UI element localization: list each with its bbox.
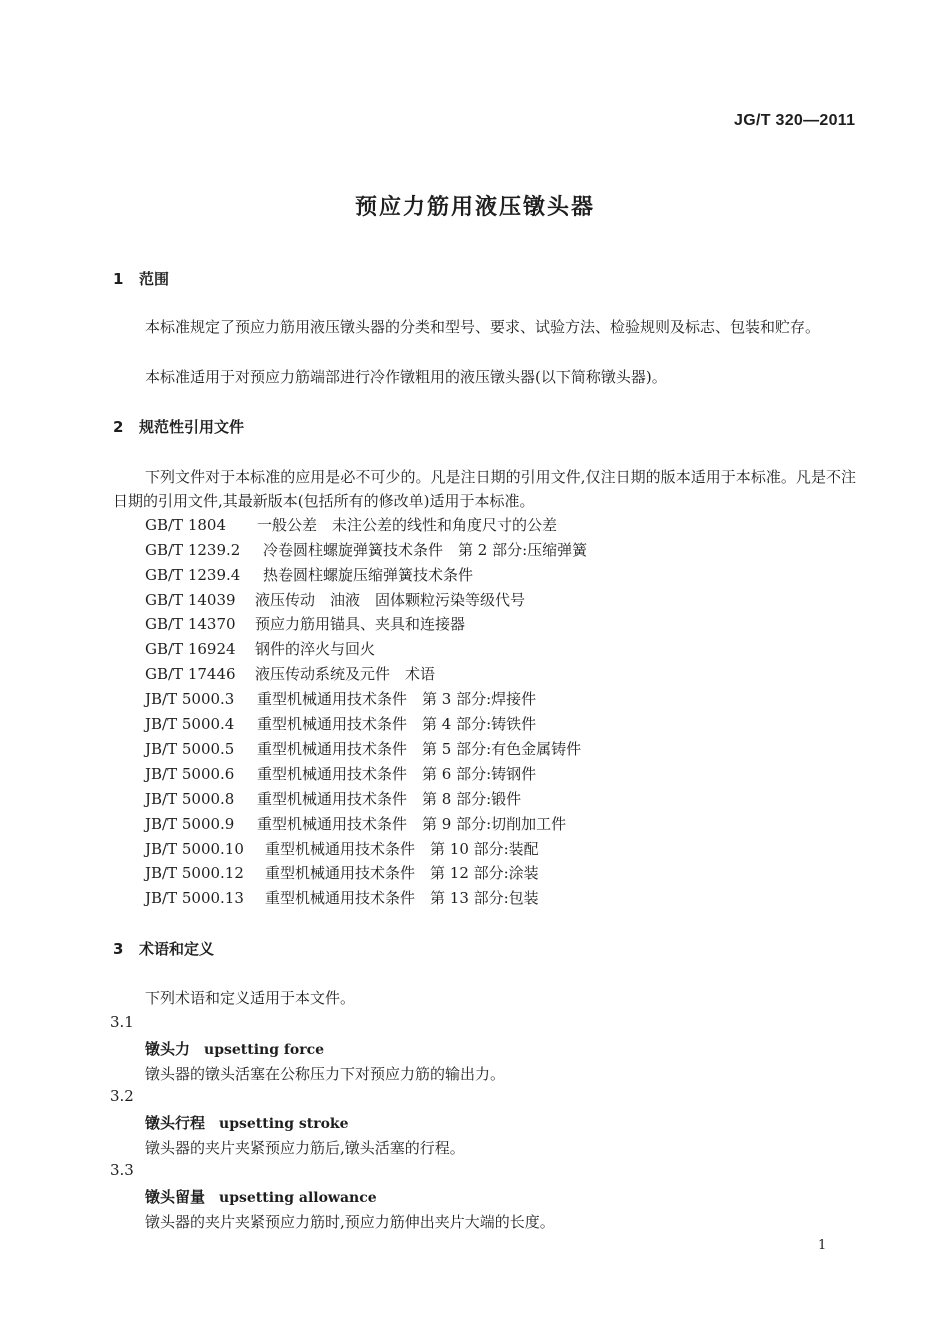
reference-title: 热卷圆柱螺旋压缩弹簧技术条件 <box>263 566 474 584</box>
reference-item <box>145 687 536 711</box>
reference-code: GB/T 1239.4 <box>145 566 241 584</box>
reference-item <box>145 662 435 686</box>
document-title: 预应力筋用液压镦头器 <box>354 195 595 220</box>
reference-title: 冷卷圆柱螺旋弹簧技术条件 第 2 部分:压缩弹簧 <box>263 541 588 559</box>
reference-code: JB/T 5000.6 <box>145 765 235 783</box>
standard-code: JG/T 320—2011 <box>734 112 856 129</box>
reference-code: JB/T 5000.4 <box>145 715 235 733</box>
term-number: 3.2 <box>110 1087 134 1105</box>
section-number: 1 <box>113 270 124 288</box>
section-2-intro: 下列文件对于本标准的应用是必不可少的。凡是注日期的引用文件,仅注日期的版本适用于本标准。凡是不注日期的引用文件,其最新版本(包括所有的修改单)适用于本标准。 <box>113 468 856 510</box>
term-definition: 镦头器的镦头活塞在公称压力下对预应力筋的输出力。 <box>145 1065 506 1083</box>
section-1-paragraph-2: 本标准适用于对预应力筋端部进行冷作镦粗用的液压镦头器(以下简称镦头器)。 <box>145 368 667 386</box>
reference-code: GB/T 1804 <box>145 516 227 534</box>
reference-item <box>145 886 539 910</box>
reference-title: 重型机械通用技术条件 第 8 部分:锻件 <box>257 790 522 808</box>
term-definition: 镦头器的夹片夹紧预应力筋后,镦头活塞的行程。 <box>145 1139 465 1157</box>
term-en: upsetting force <box>204 1042 325 1058</box>
reference-code: JB/T 5000.12 <box>145 864 244 882</box>
section-number: 2 <box>113 418 124 436</box>
reference-code: GB/T 1239.2 <box>145 541 241 559</box>
reference-item <box>145 762 536 786</box>
section-2-heading <box>113 416 244 437</box>
term-heading <box>145 1112 349 1133</box>
reference-title: 液压传动 油液 固体颗粒污染等级代号 <box>255 591 526 609</box>
reference-code: GB/T 17446 <box>145 665 236 683</box>
section-number: 3 <box>113 940 124 958</box>
reference-item <box>145 612 465 636</box>
reference-title: 重型机械通用技术条件 第 13 部分:包装 <box>265 889 539 907</box>
reference-code: JB/T 5000.10 <box>145 840 244 858</box>
reference-item <box>145 588 525 612</box>
reference-item <box>145 861 539 885</box>
reference-title: 钢件的淬火与回火 <box>255 640 376 658</box>
section-3-heading <box>113 938 214 959</box>
term-cn: 镦头留量 <box>145 1188 206 1206</box>
section-title: 规范性引用文件 <box>139 418 245 436</box>
reference-title: 重型机械通用技术条件 第 6 部分:铸钢件 <box>257 765 537 783</box>
reference-code: JB/T 5000.9 <box>145 815 235 833</box>
section-1-paragraph-1: 本标准规定了预应力筋用液压镦头器的分类和型号、要求、试验方法、检验规则及标志、包装和贮存。 <box>145 318 821 336</box>
section-3-intro: 下列术语和定义适用于本文件。 <box>145 989 356 1007</box>
reference-item <box>145 538 587 562</box>
term-en: upsetting stroke <box>219 1116 349 1132</box>
reference-item <box>145 812 566 836</box>
reference-item <box>145 513 557 537</box>
term-definition: 镦头器的夹片夹紧预应力筋时,预应力筋伸出夹片大端的长度。 <box>145 1213 555 1231</box>
reference-title: 重型机械通用技术条件 第 3 部分:焊接件 <box>257 690 537 708</box>
reference-code: GB/T 14039 <box>145 591 236 609</box>
term-en: upsetting allowance <box>219 1190 377 1206</box>
reference-title: 重型机械通用技术条件 第 9 部分:切削加工件 <box>257 815 567 833</box>
reference-code: JB/T 5000.8 <box>145 790 235 808</box>
section-1-heading <box>113 268 169 289</box>
reference-item <box>145 787 521 811</box>
reference-title: 预应力筋用锚具、夹具和连接器 <box>255 615 466 633</box>
reference-title: 重型机械通用技术条件 第 5 部分:有色金属铸件 <box>257 740 582 758</box>
term-cn: 镦头力 <box>145 1040 191 1058</box>
section-title: 术语和定义 <box>139 940 215 958</box>
reference-title: 重型机械通用技术条件 第 12 部分:涂装 <box>265 864 539 882</box>
reference-title: 一般公差 未注公差的线性和角度尺寸的公差 <box>257 516 558 534</box>
term-heading <box>145 1186 377 1207</box>
term-cn: 镦头行程 <box>145 1114 206 1132</box>
reference-code: JB/T 5000.13 <box>145 889 244 907</box>
reference-item <box>145 712 536 736</box>
reference-code: JB/T 5000.3 <box>145 690 235 708</box>
reference-title: 重型机械通用技术条件 第 4 部分:铸铁件 <box>257 715 537 733</box>
page-number: 1 <box>818 1238 827 1253</box>
reference-code: GB/T 16924 <box>145 640 236 658</box>
reference-code: JB/T 5000.5 <box>145 740 235 758</box>
reference-item <box>145 837 539 861</box>
reference-item <box>145 563 473 587</box>
reference-item <box>145 737 581 761</box>
reference-title: 液压传动系统及元件 术语 <box>255 665 436 683</box>
reference-title: 重型机械通用技术条件 第 10 部分:装配 <box>265 840 539 858</box>
term-number: 3.1 <box>110 1013 134 1031</box>
term-heading <box>145 1038 324 1059</box>
reference-code: GB/T 14370 <box>145 615 236 633</box>
term-number: 3.3 <box>110 1161 134 1179</box>
reference-item <box>145 637 375 661</box>
section-title: 范围 <box>139 270 170 288</box>
